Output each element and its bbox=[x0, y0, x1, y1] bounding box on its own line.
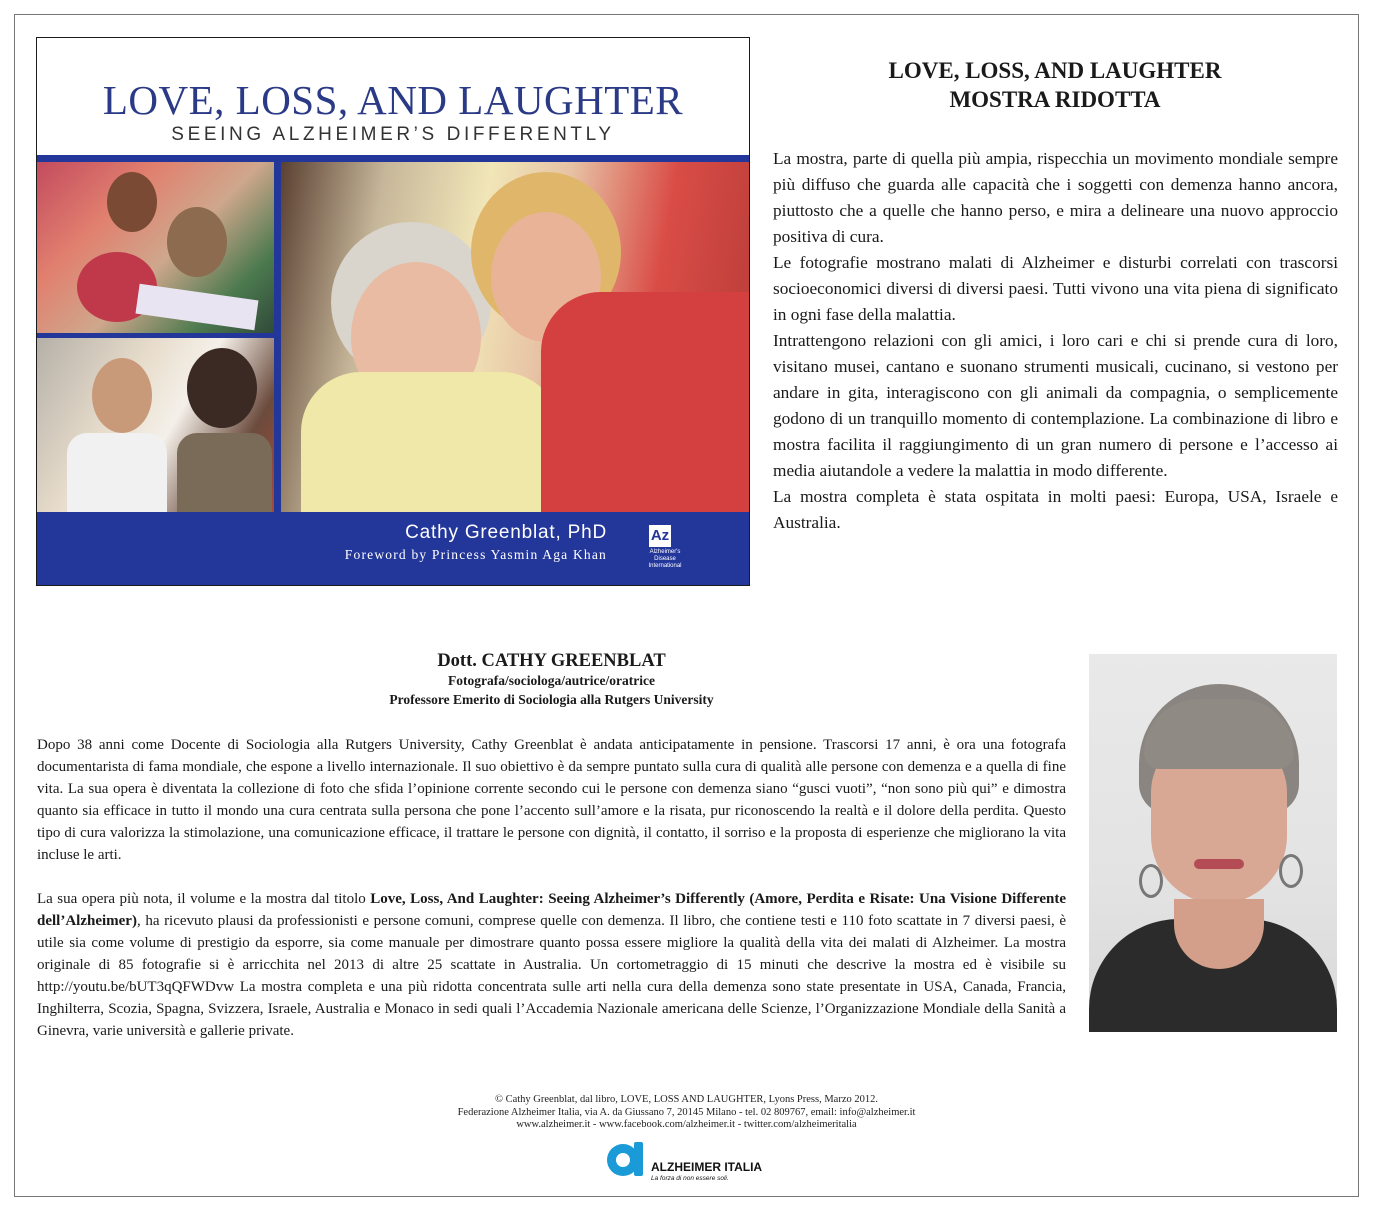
page-border-bottom bbox=[14, 1196, 1359, 1197]
cover-foreword: Foreword by Princess Yasmin Aga Khan bbox=[344, 547, 607, 562]
book-cover bbox=[36, 37, 750, 586]
adi-logo-text: Alzheimer's Disease International bbox=[648, 549, 682, 569]
bio-paragraph-start: La sua opera più nota, il volume e la mostra dal titolo bbox=[37, 891, 371, 907]
photo-women-reading bbox=[37, 162, 274, 333]
page-border-right bbox=[1358, 14, 1359, 1197]
footer-copyright: © Cathy Greenblat, dal libro, LOVE, LOSS AND LAUGHTER, Lyons Press, Marzo 2012. bbox=[494, 1094, 879, 1105]
exhibit-title-line2: MOSTRA RIDOTTA bbox=[949, 87, 1161, 112]
exhibit-paragraph: La mostra completa è stata ospitata in molti paesi: Europa, USA, Israele e Australia. bbox=[773, 487, 1338, 532]
adi-logo-mark: Az bbox=[649, 525, 671, 547]
alzheimer-italia-tagline: La forza di non essere soli. bbox=[651, 1175, 729, 1182]
photo-dancing-couple bbox=[37, 338, 274, 512]
page-border-top bbox=[14, 14, 1359, 15]
exhibit-paragraph: La mostra, parte di quella più ampia, rispecchia un movimento mondiale sempre più diffuso che guarda alle capacità che i soggetti con demenza hanno ancora, piuttosto che a quelle che hanno perso, e mira a delineare una nuovo approccio positiva di cura. bbox=[773, 149, 1338, 246]
footer-credits bbox=[300, 1094, 1073, 1132]
cover-photo-collage bbox=[37, 159, 749, 514]
cover-subtitle: SEEING ALZHEIMER’S DIFFERENTLY bbox=[171, 124, 615, 145]
exhibit-title-line1: LOVE, LOSS, AND LAUGHTER bbox=[888, 58, 1222, 83]
exhibit-paragraph: Le fotografie mostrano malati di Alzheimer e disturbi correlati con trascorsi socioeconomici diversi di diversi paesi. Tutti vivono una vita piena di significato in ogni fase della malattia. bbox=[773, 253, 1338, 324]
bio-affiliation: Professore Emerito di Sociologia alla Rutgers University bbox=[389, 692, 714, 707]
bio-role: Fotografa/sociologa/autrice/oratrice bbox=[448, 673, 655, 688]
book-title-bold: Love, Loss, And Laughter: Seeing Alzheimer’s Differently (Amore, Perdita e Risate: Una Visione Differente dell’Alzheimer) bbox=[37, 891, 1067, 929]
exhibit-description bbox=[773, 146, 1338, 536]
cover-author: Cathy Greenblat, PhD bbox=[405, 522, 607, 543]
author-portrait-photo bbox=[1089, 654, 1337, 1032]
footer-address: Federazione Alzheimer Italia, via A. da Giussano 7, 20145 Milano - tel. 02 809767, email: info@alzheimer.it bbox=[457, 1106, 916, 1118]
adi-logo bbox=[640, 525, 690, 569]
photo-women-hugging bbox=[281, 162, 750, 512]
alzheimer-italia-mark-icon bbox=[603, 1138, 647, 1182]
alzheimer-italia-logo bbox=[603, 1138, 773, 1184]
bio-text bbox=[37, 734, 1066, 1064]
bio-paragraph-end: , ha ricevuto plausi da professionisti e persone comuni, comprese quelle con demenza. Il libro, che contiene testi e 110 foto scattate in 7 diversi paesi, è utile sia come volume di prestigio da esporre, sia come manuale per dimostrare quanto possa essere migliore la qualità della vita dei malati di Alzheimer. La mostra originale di 85 fotografie si è arricchita nel 2013 di altre 25 scattate in Australia. Un cortometraggio di 15 minuti che descrive la mostra ed è visibile su http://youtu.be/bUT3qQFWDvw La mostra completa e una più ridotta concentrata sulle arti nella cura della demenza sono state presentate in USA, Canada, Francia, Inghilterra, Scozia, Spagna, Svizzera, Israele, Australia e Monaco in sedi quali l’Accademia Nazionale americana delle Scienze, l’Organizzazione Mondiale della Sanità a Ginevra, varie università e gallerie private. bbox=[37, 913, 1066, 1039]
exhibit-paragraph: Intrattengono relazioni con gli amici, i loro cari e chi si prende cura di loro, visitano musei, cantano e suonano strumenti musicali, cucinano, si vestono per andare in gita, interagiscono con gli animali da compagnia, o semplicemente godono di un tranquillo momento di contemplazione. La combinazione di libro e mostra facilita il raggiungimento di un gran numero di persone e l’accesso ai media aiutandole a vedere la malattia in modo differente. bbox=[773, 331, 1338, 480]
bio-name: Dott. CATHY GREENBLAT bbox=[437, 651, 666, 671]
alzheimer-italia-name: ALZHEIMER ITALIA bbox=[651, 1160, 763, 1174]
exhibit-title bbox=[772, 56, 1338, 114]
cover-title: LOVE, LOSS, AND LAUGHTER bbox=[102, 77, 684, 123]
page-border-left bbox=[14, 14, 15, 1197]
footer-links: www.alzheimer.it - www.facebook.com/alzheimer.it - twitter.com/alzheimeritalia bbox=[516, 1119, 857, 1130]
bio-paragraph bbox=[37, 888, 1066, 1042]
bio-paragraph: Dopo 38 anni come Docente di Sociologia alla Rutgers University, Cathy Greenblat è andata anticipatamente in pensione. Trascorsi 17 anni, è ora una fotografa documentarista di fama mondiale, che espone a livello internazionale. Il suo obiettivo è da sempre puntato sulla cura di qualità alle persone con demenza e a quella di fine vita. La sua opera è diventata la collezione di foto che sfida l’opinione corrente secondo cui le persone con demenza siano “gusci vuoti”, “non sono più qui” e dimostra quanto sia efficace in tutto il mondo una cura centrata sulla persona che pone l’accento sull’amore e la risata, pur riconoscendo la realtà e il dolore della perdita. Questo tipo di cura valorizza la stimolazione, una comunicazione efficace, il trattare le persone con dignità, il contatto, il sorriso e la proposta di esperienze che migliorano la vita incluse le arti. bbox=[37, 737, 1066, 863]
